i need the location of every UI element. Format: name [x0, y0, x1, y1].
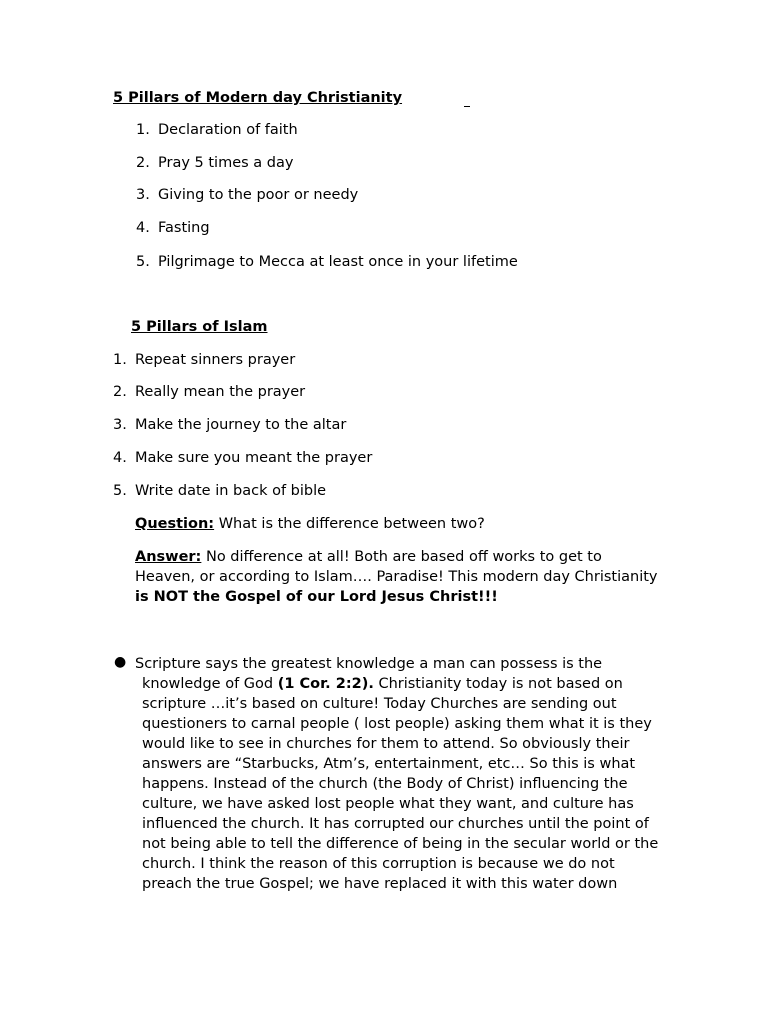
- heading-text: 5 Pillars of Islam: [131, 319, 268, 335]
- section-heading-islam: [131, 319, 651, 335]
- line-text: Christianity today is not based on: [373, 676, 623, 692]
- item-text: Pray 5 times a day: [158, 155, 294, 171]
- paragraph-line: happens. Instead of the church (the Body of Christ) influencing the: [142, 776, 628, 792]
- item-text: Declaration of faith: [158, 122, 298, 138]
- paragraph-line: Scripture says the greatest knowledge a man can possess is the: [135, 656, 603, 672]
- item-text: Write date in back of bible: [135, 483, 327, 499]
- paragraph-line: preach the true Gospel; we have replaced it with this water down: [142, 876, 618, 892]
- item-number: 3.: [113, 417, 127, 433]
- answer-line-3: is NOT the Gospel of our Lord Jesus Christ!!!: [135, 589, 498, 605]
- item-text: Pilgrimage to Mecca at least once in your lifetime: [158, 254, 518, 270]
- answer-label: Answer:: [135, 549, 202, 565]
- underline-fragment: [464, 90, 470, 107]
- answer-line-1: [135, 547, 658, 567]
- item-text: Fasting: [158, 220, 210, 236]
- list-item: [113, 450, 372, 466]
- bullet-icon: ●: [114, 654, 127, 670]
- answer-line-2: Heaven, or according to Islam…. Paradise! This modern day Christianity: [135, 569, 658, 585]
- paragraph-line: scripture …it’s based on culture! Today Churches are sending out: [142, 696, 617, 712]
- item-number: 1.: [113, 352, 127, 368]
- list-item: [113, 352, 295, 368]
- item-number: 1.: [136, 122, 150, 138]
- answer-text-1: No difference at all! Both are based off works to get to: [201, 549, 602, 565]
- list-item: [113, 417, 346, 433]
- item-text: Make sure you meant the prayer: [135, 450, 373, 466]
- item-number: 3.: [136, 187, 150, 203]
- question-label: Question:: [135, 516, 215, 532]
- item-text: Repeat sinners prayer: [135, 352, 296, 368]
- list-item: [136, 254, 518, 270]
- answer-paragraph: [135, 547, 658, 607]
- section-heading-christianity: [113, 90, 416, 106]
- paragraph-line: influenced the church. It has corrupted our churches until the point of: [142, 816, 649, 832]
- list-item: [136, 155, 293, 171]
- list-item: [136, 122, 298, 138]
- paragraph-line: answers are “Starbucks, Atm’s, entertainment, etc… So this is what: [142, 756, 636, 772]
- line-text: knowledge of God: [142, 676, 278, 692]
- scripture-reference: (1 Cor. 2:2).: [277, 676, 374, 692]
- list-item: [136, 220, 210, 236]
- item-number: 5.: [136, 254, 150, 270]
- question-line: [135, 516, 485, 532]
- paragraph-line: not being able to tell the difference of being in the secular world or the: [142, 836, 659, 852]
- item-text: Giving to the poor or needy: [158, 187, 359, 203]
- item-number: 4.: [136, 220, 150, 236]
- item-text: Make the journey to the altar: [135, 417, 347, 433]
- item-number: 5.: [113, 483, 127, 499]
- paragraph-line: culture, we have asked lost people what they want, and culture has: [142, 796, 634, 812]
- item-number: 2.: [136, 155, 150, 171]
- item-number: 4.: [113, 450, 127, 466]
- question-text: What is the difference between two?: [214, 516, 485, 532]
- scripture-paragraph: [135, 654, 658, 894]
- paragraph-line: [135, 674, 658, 694]
- paragraph-line: church. I think the reason of this corruption is because we do not: [142, 856, 615, 872]
- list-item: [136, 187, 358, 203]
- paragraph-line: would like to see in churches for them to attend. So obviously their: [142, 736, 630, 752]
- item-text: Really mean the prayer: [135, 384, 306, 400]
- list-item: [113, 483, 326, 499]
- item-number: 2.: [113, 384, 127, 400]
- heading-text: 5 Pillars of Modern day Christianity: [113, 90, 403, 106]
- paragraph-line: questioners to carnal people ( lost people) asking them what it is they: [142, 716, 652, 732]
- list-item: [113, 384, 305, 400]
